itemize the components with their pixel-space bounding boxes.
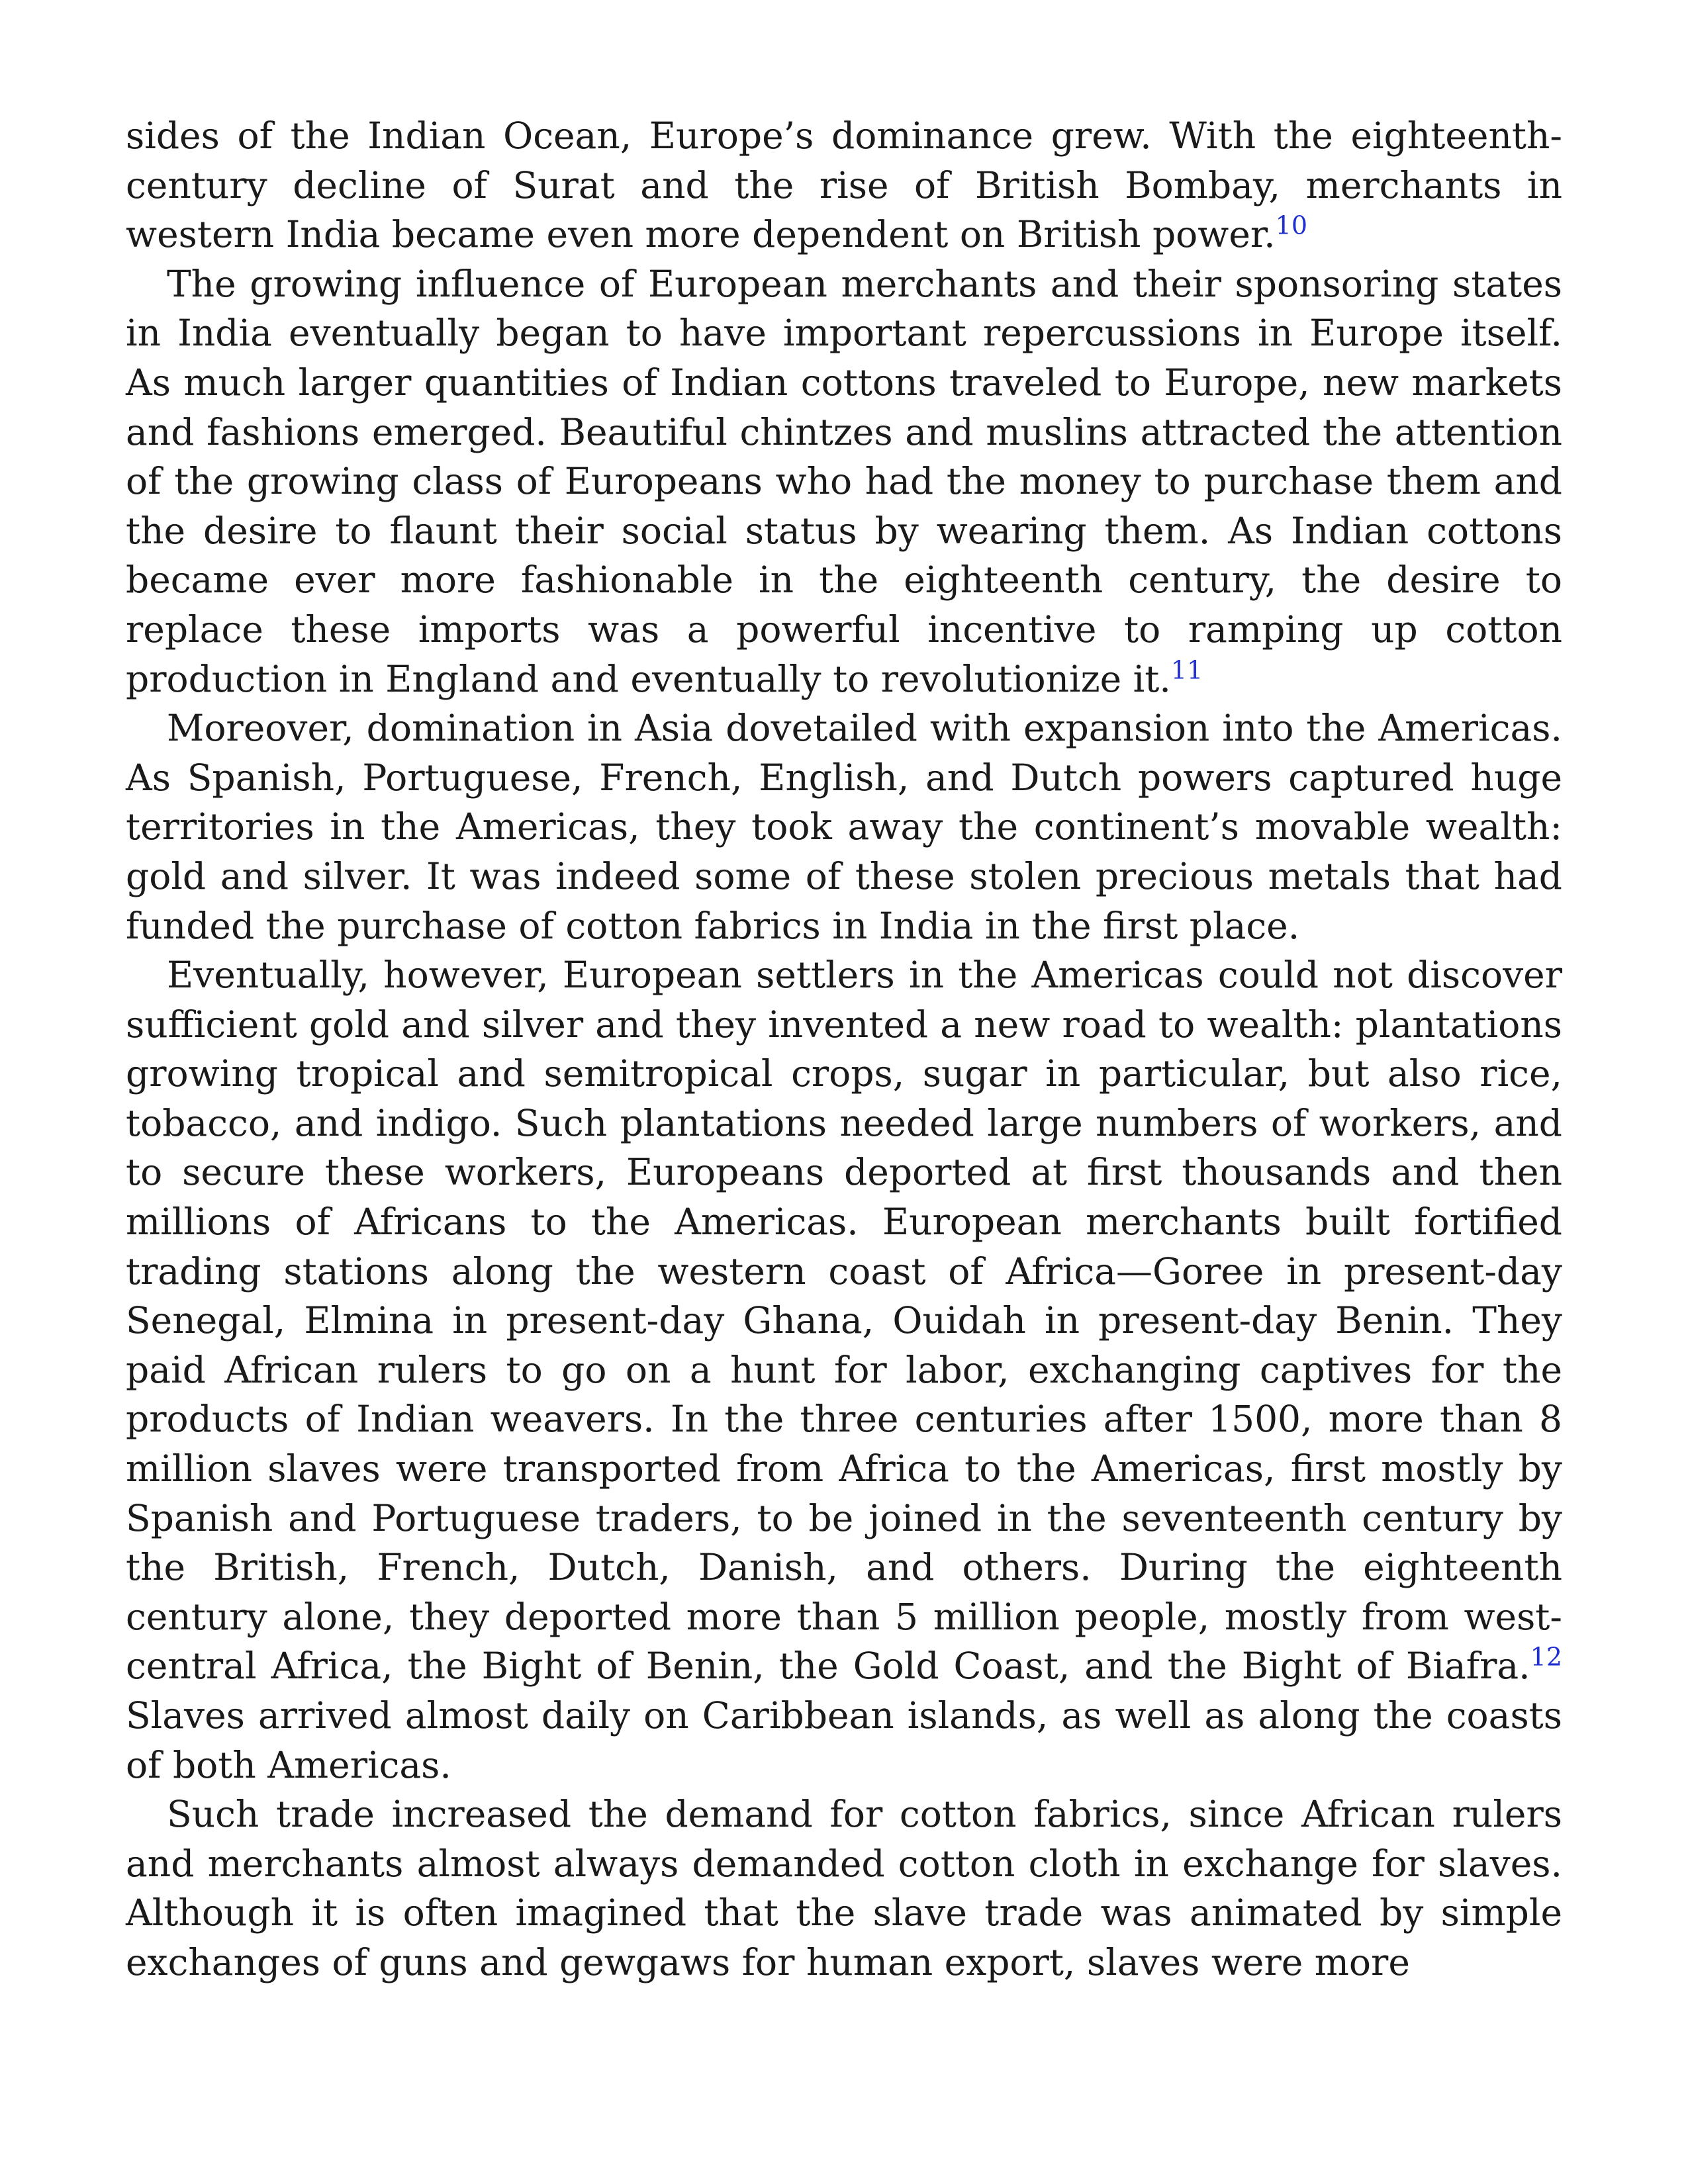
paragraph-text: The growing influence of European merchants and their sponsoring states in India eventually began to have important repercussions in Europe itself. As much larger quantities of Indian cottons traveled to Europe, new markets and fashions emerged. Beautiful chintzes and muslins attracted the attention of the growing class of Europeans who had the money to purchase them and the desire to flaunt their social status by wearing them. As Indian cottons became ever more fashionable in the eighteenth century, the desire to replace these imports was a powerful incentive to ramping up cotton production in England and eventually to revolutionize it.	[126, 262, 1562, 700]
paragraph	[126, 259, 1562, 704]
paragraph-text: Eventually, however, European settlers in the Americas could not discover sufficient gold and silver and they invented a new road to wealth: plantations growing tropical and semitropical crops, sugar in particular, but also rice, tobacco, and indigo. Such plantations needed large numbers of workers, and to secure these workers, Europeans deported at first thousands and then millions of Africans to the Americas. European merchants built fortified trading stations along the western coast of Africa—Goree in present-day Senegal, Elmina in present-day Ghana, Ouidah in present-day Benin. They paid African rulers to go on a hunt for labor, exchanging captives for the products of Indian weavers. In the three centuries after 1500, more than 8 million slaves were transported from Africa to the Americas, first mostly by Spanish and Portuguese traders, to be joined in the seventeenth century by the British, French, Dutch, Danish, and others. During the eighteenth century alone, they deported more than 5 million people, mostly from west-central Africa, the Bight of Benin, the Gold Coast, and the Bight of Biafra.	[126, 954, 1562, 1688]
paragraph-text: Such trade increased the demand for cotton fabrics, since African rulers and merchants almost always demanded cotton cloth in exchange for slaves. Although it is often imagined that the slave trade was animated by simple exchanges of guns and gewgaws for human export, slaves were more	[126, 1793, 1562, 1983]
footnote-link-11[interactable]: 11	[1170, 655, 1203, 685]
paragraph	[126, 704, 1562, 950]
paragraph-text: Slaves arrived almost daily on Caribbean islands, as well as along the coasts of both Americas.	[126, 1694, 1562, 1786]
footnote-link-12[interactable]: 12	[1530, 1643, 1562, 1672]
paragraph-text: sides of the Indian Ocean, Europe’s dominance grew. With the eighteenth-century decline of Surat and the rise of British Bombay, merchants in western India became even more dependent on British power.	[126, 114, 1562, 256]
paragraph-text: Moreover, domination in Asia dovetailed with expansion into the Americas. As Spanish, Portuguese, French, English, and Dutch powers captured huge territories in the Americas, they took away the continent’s movable wealth: gold and silver. It was indeed some of these stolen precious metals that had funded the purchase of cotton fabrics in India in the first place.	[126, 707, 1562, 947]
footnote-link-10[interactable]: 10	[1275, 210, 1307, 240]
paragraph-continuation	[126, 111, 1562, 259]
page-body	[126, 111, 1562, 1987]
paragraph	[126, 950, 1562, 1790]
paragraph	[126, 1790, 1562, 1987]
